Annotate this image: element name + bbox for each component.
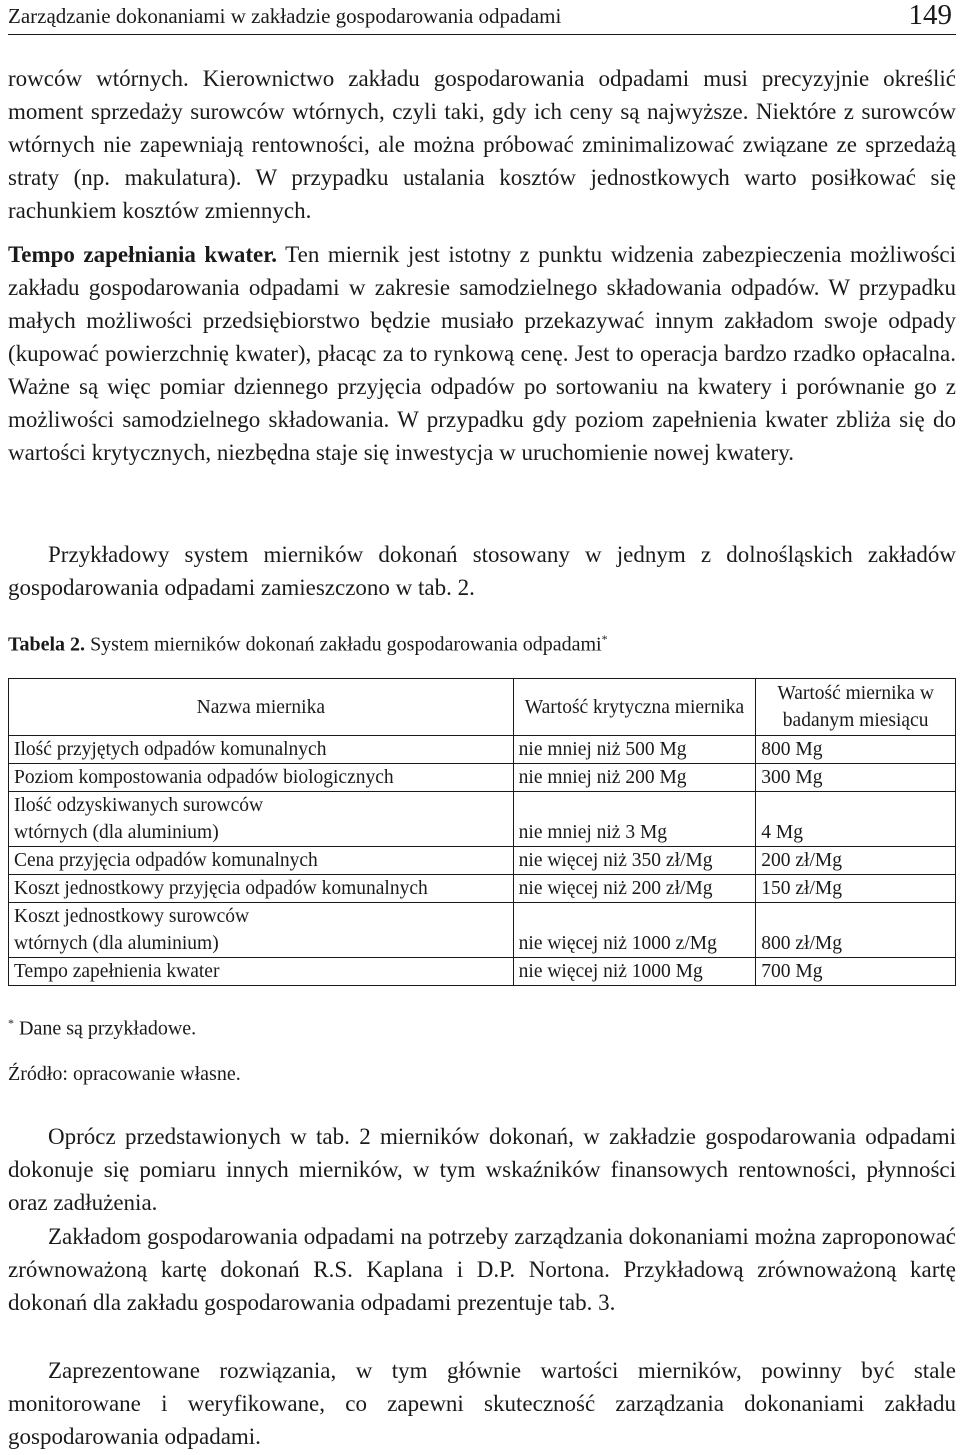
paragraph-tempo-text: Ten miernik jest istotny z punktu widzenia zabezpieczenia możliwości zakładu gospodarowania odpadami w zakresie samodzielnego składowania odpadów. W przypadku małych możliwości przedsiębiorstwo będzie musiało przekazywać innym zakładom swoje odpady (kupować powierzchnię kwater), płacąc za to rynkową cenę. Jest to operacja bardzo rzadko opłacalna. Ważne są więc pomiar dziennego przyjęcia odpadów po sortowaniu na kwatery i porównanie go z możliwości samodzielnego składowania. W przypadku gdy poziom zapełnienia kwater zbliża się do wartości krytycznych, niezbędna staje się inwestycja w uruchomienie nowej kwatery. [8, 242, 956, 465]
table-row [9, 792, 956, 847]
paragraph-conclusion: Zaprezentowane rozwiązania, w tym głównie wartości mierników, powinny być stale monitorowane i weryfikowane, co zapewni skuteczność zarządzania dokonaniami zakładu gospodarowania odpadami. [8, 1358, 956, 1449]
table-row [9, 764, 956, 792]
footnote-text: Dane są przykładowe. [14, 1017, 197, 1040]
table-cell: 800 Mg [756, 736, 956, 764]
measures-table [8, 678, 956, 986]
table-cell: nie mniej niż 200 Mg [513, 764, 756, 792]
paragraph-example-system: Przykładowy system mierników dokonań stosowany w jednym z dolnośląskich zakładów gospodarowania odpadami zamieszczono w tab. 2. [8, 542, 956, 600]
table-row [9, 736, 956, 764]
paragraph-intro: rowców wtórnych. Kierownictwo zakładu gospodarowania odpadami musi precyzyjnie określić moment sprzedaży surowców wtórnych, czyli taki, gdy ich ceny są najwyższe. Niektóre z surowców wtórnych nie zapewniają rentowności, ale można próbować zminimalizować związane ze sprzedażą straty (np. makulatura). W przypadku ustalania kosztów jednostkowych warto posiłkować się rachunkiem kosztów zmiennych. [8, 66, 956, 223]
table-cell: nie więcej niż 200 zł/Mg [513, 875, 756, 903]
table-source: Źródło: opracowanie własne. [8, 1063, 241, 1085]
table-cell: 4 Mg [756, 792, 956, 847]
table-cell: 300 Mg [756, 764, 956, 792]
table-caption-mark: * [601, 632, 608, 646]
table-caption [8, 632, 956, 657]
table-cell: Tempo zapełnienia kwater [9, 958, 514, 986]
table-cell: nie mniej niż 500 Mg [513, 736, 756, 764]
table-cell: Poziom kompostowania odpadów biologicznych [9, 764, 514, 792]
table-cell: Cena przyjęcia odpadów komunalnych [9, 847, 514, 875]
table-cell: nie mniej niż 3 Mg [513, 792, 756, 847]
table-caption-text: System mierników dokonań zakładu gospodarowania odpadami [85, 633, 602, 656]
table-row [9, 958, 956, 986]
table-cell: 200 zł/Mg [756, 847, 956, 875]
table-cell: nie więcej niż 1000 z/Mg [513, 903, 756, 958]
table-header-measured: Wartość miernika w badanym miesiącu [756, 679, 956, 736]
table-row [9, 847, 956, 875]
table-footnote [8, 1016, 956, 1041]
paragraph-balanced-scorecard: Zakładom gospodarowania odpadami na potrzeby zarządzania dokonaniami można zaproponować zrównoważoną kartę dokonań R.S. Kaplana i D.P. Nortona. Przykładową zrównoważoną kartę dokonań dla zakładu gospodarowania odpadami prezentuje tab. 3. [8, 1224, 956, 1315]
table-row [9, 903, 956, 958]
paragraph-heading: Tempo zapełniania kwater. [8, 242, 278, 267]
table-cell: Koszt jednostkowy surowców wtórnych (dla aluminium) [9, 903, 514, 958]
page-number: 149 [908, 0, 952, 31]
running-header [8, 0, 956, 35]
table-cell: 150 zł/Mg [756, 875, 956, 903]
table-cell: nie więcej niż 1000 Mg [513, 958, 756, 986]
table-header-name: Nazwa miernika [9, 679, 514, 736]
paragraph-other-measures: Oprócz przedstawionych w tab. 2 mierników dokonań, w zakładzie gospodarowania odpadami dokonuje się pomiaru innych mierników, w tym wskaźników finansowych rentowności, płynności oraz zadłużenia. [8, 1124, 956, 1215]
running-title: Zarządzanie dokonaniami w zakładzie gospodarowania odpadami [8, 4, 562, 28]
table-cell: nie więcej niż 350 zł/Mg [513, 847, 756, 875]
table-header-critical: Wartość krytyczna miernika [513, 679, 756, 736]
table-cell: 700 Mg [756, 958, 956, 986]
table-cell: Koszt jednostkowy przyjęcia odpadów komunalnych [9, 875, 514, 903]
table-cell: Ilość odzyskiwanych surowców wtórnych (dla aluminium) [9, 792, 514, 847]
table-header-row [9, 679, 956, 736]
table-row [9, 875, 956, 903]
table-cell: Ilość przyjętych odpadów komunalnych [9, 736, 514, 764]
table-caption-label: Tabela 2. [8, 633, 86, 656]
footnote-mark: * [8, 1016, 14, 1030]
paragraph-tempo [8, 238, 956, 469]
table-cell: 800 zł/Mg [756, 903, 956, 958]
